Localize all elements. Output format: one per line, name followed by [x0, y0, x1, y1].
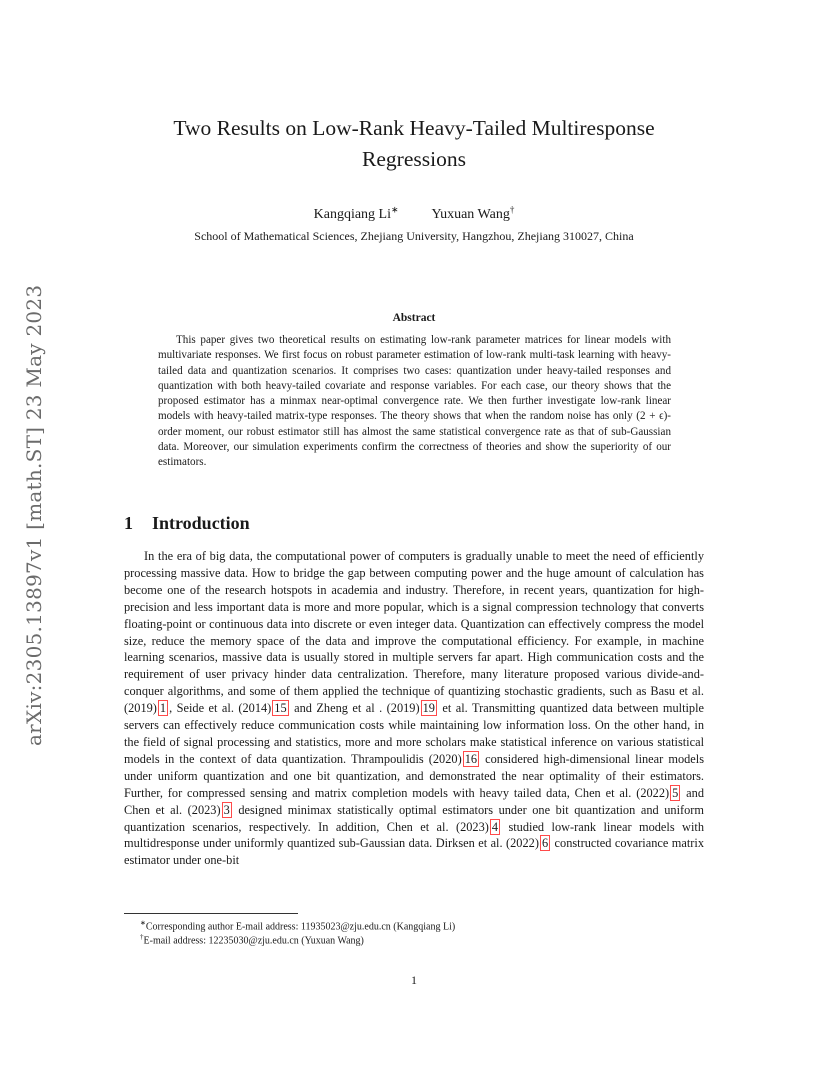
intro-text-9: constructed covariance matrix estimator under one-bit — [124, 836, 705, 868]
citation-link[interactable]: 3 — [223, 802, 230, 817]
citation-link[interactable]: 4 — [491, 819, 499, 834]
intro-text-6: and Chen et al. (2023) — [124, 785, 704, 817]
citation-link[interactable]: 6 — [541, 836, 549, 851]
footnote-2-mark: † — [140, 933, 144, 941]
footnote-rule — [124, 913, 298, 914]
citation-link[interactable]: 5 — [672, 785, 679, 800]
intro-text-3: and Zheng et al . (2019) — [289, 701, 420, 716]
section-heading — [124, 513, 250, 534]
footnote-2-text: E-mail address: 12235030@zju.edu.cn (Yuxuan Wang) — [143, 935, 364, 947]
intro-text-5: considered high-dimensional linear models under uniform quantization and one bit quantization, and demonstrated the near optimality of their estimators. Further, for compressed sensing and matrix completion models with heavy tailed data, Chen et al. (2022) — [124, 751, 704, 800]
intro-text-7: designed minimax statistically optimal estimators under one bit quantization and uniform quantization scenarios, respectively. In addition, Chen et al. (2023) — [124, 802, 704, 834]
author-2-mark: † — [509, 204, 515, 214]
citation-link[interactable]: 19 — [422, 701, 435, 716]
section-number: 1 — [124, 513, 133, 533]
footnote-1-mark: ∗ — [140, 919, 146, 927]
footnote-1-text: Corresponding author E-mail address: 11935023@zju.edu.cn (Kangqiang Li) — [145, 921, 456, 933]
citation-link[interactable]: 1 — [159, 701, 167, 716]
footnote-2 — [124, 930, 704, 948]
intro-text-1: In the era of big data, the computational power of computers is gradually unable to meet the need of efficiently processing massive data. How to bridge the gap between computing power and the huge amount of calculation has become one of the research hotspots in academia and industry. Therefore, in recent years, quantization for high-precision and less important data is more and more popular, which is a signal compression technology that converts floating-point or continuous data into discrete or even integer data. Quantization can effectively compress the model size, reduce the memory space of the data and improve the computational efficiency. For example, in machine learning scenarios, massive data is usually stored in multiple servers far apart. High communication costs and the requirement of user privacy hinder data centralization. Therefore, many literature proposed various divide-and-conquer algorithms, and some of them applied the technique of quantizing stochastic gradients, such as Basu et al. (2019) — [124, 549, 704, 716]
page-number: 1 — [411, 973, 417, 987]
paper-title: Two Results on Low-Rank Heavy-Tailed Multiresponse Regressions — [173, 116, 655, 171]
intro-text-8: studied low-rank linear models with multidresponse under uniformly quantized sub-Gaussian data. Dirksen et al. (2022) — [124, 819, 704, 851]
author-list — [124, 199, 704, 225]
author-2-name: Yuxuan Wang — [431, 206, 510, 222]
affiliation: School of Mathematical Sciences, Zhejiang University, Hangzhou, Zhejiang 310027, China — [194, 229, 634, 243]
abstract-text: This paper gives two theoretical results on estimating low-rank parameter matrices for linear models with multivariate responses. We first focus on robust parameter estimation of low-rank multi-task learning with heavy-tailed data and quantization scenarios. It comprises two cases: quantization under heavy-tailed responses and quantization with both heavy-tailed covariate and response variables. For each case, our theory shows that the proposed estimator has a minmax near-optimal convergence rate. We then further investigate low-rank linear models with heavy-tailed matrix-type responses. The theory shows that when the random noise has only (2 + ϵ)-order moment, our robust estimator still has almost the same statistical convergence rate as that of sub-Gaussian data. Moreover, our simulation experiments confirm the correctness of theories and show the superiority of our estimators. — [158, 334, 671, 469]
arxiv-sidebar — [22, 266, 62, 746]
intro-text-2: , Seide et al. (2014) — [169, 701, 272, 716]
author-1-mark: ∗ — [391, 204, 399, 214]
abstract-heading: Abstract — [392, 312, 436, 324]
author-1-name: Kangqiang Li — [313, 206, 391, 222]
section-title: Introduction — [152, 513, 250, 533]
arxiv-identifier: arXiv:2305.13897v1 [math.ST] 23 May 2023 — [22, 284, 46, 746]
citation-link[interactable]: 16 — [464, 751, 478, 766]
intro-text-4: et al. Transmitting quantized data between multiple servers can effectively reduce communication costs while maintaining low information loss. On the other hand, in the field of signal processing and statistics, more and more scholars make statistical inference on various statistical models in the context of data quantization. Thrampoulidis (2020) — [124, 701, 705, 766]
intro-paragraph — [124, 548, 704, 869]
citation-link[interactable]: 15 — [274, 701, 287, 716]
author-2 — [431, 204, 515, 222]
author-1 — [313, 204, 399, 222]
